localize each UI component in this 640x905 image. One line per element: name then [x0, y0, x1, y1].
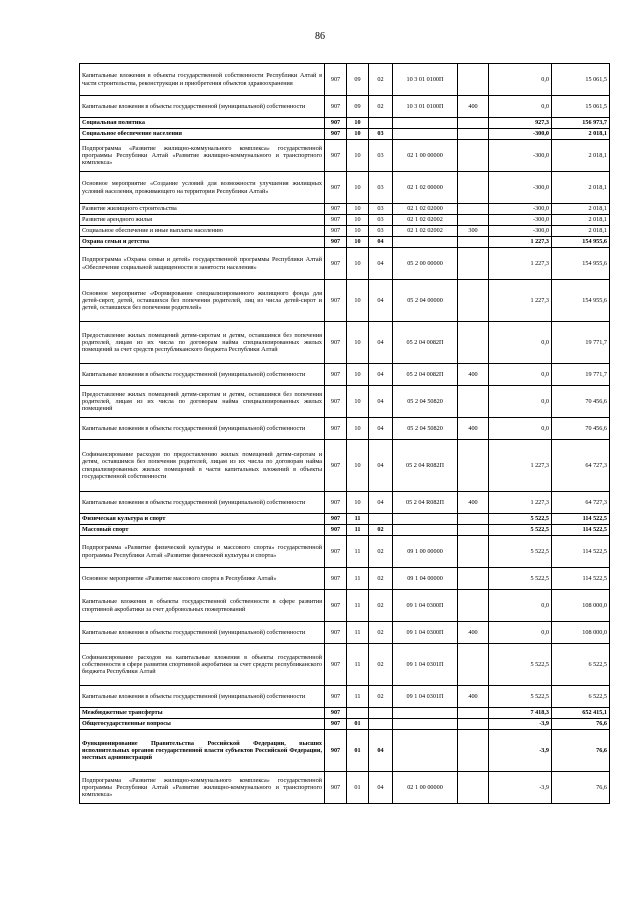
section-code: 10 [347, 386, 369, 418]
admin-code: 907 [325, 215, 347, 226]
admin-code: 907 [325, 514, 347, 525]
expense-type-code [458, 322, 489, 364]
total-amount: 114 522,5 [552, 514, 610, 525]
change-amount: 0,0 [489, 96, 552, 118]
total-amount: 76,6 [552, 730, 610, 772]
item-name: Капитальные вложения в объекты государственной собственности Республики Алтай в части строительства, реконструкции и приобретения объектов здравоохранения [80, 64, 325, 96]
table-row [80, 644, 610, 686]
change-amount: -3,9 [489, 772, 552, 804]
total-amount: 108 000,0 [552, 590, 610, 622]
admin-code: 907 [325, 525, 347, 536]
admin-code: 907 [325, 730, 347, 772]
subsection-code: 04 [369, 322, 393, 364]
expense-type-code [458, 440, 489, 492]
admin-code: 907 [325, 140, 347, 172]
section-code: 11 [347, 622, 369, 644]
change-amount: 1 227,3 [489, 440, 552, 492]
section-code: 10 [347, 172, 369, 204]
item-name: Основное мероприятие «Формирование специализированного жилищного фонда для детей-сирот, детей, оставшихся без попечения родителей, лиц из числа детей-сирот и детей, оставшихся без попечения родителей» [80, 280, 325, 322]
total-amount: 2 018,1 [552, 226, 610, 237]
total-amount: 76,6 [552, 719, 610, 730]
expense-type-code: 400 [458, 418, 489, 440]
total-amount: 6 522,5 [552, 686, 610, 708]
change-amount: -300,0 [489, 204, 552, 215]
change-amount: 0,0 [489, 386, 552, 418]
section-code: 01 [347, 730, 369, 772]
total-amount: 15 061,5 [552, 64, 610, 96]
admin-code: 907 [325, 237, 347, 248]
subsection-code [369, 118, 393, 129]
expense-type-code [458, 514, 489, 525]
subsection-code: 04 [369, 280, 393, 322]
expense-type-code: 400 [458, 96, 489, 118]
expense-type-code [458, 386, 489, 418]
target-article-code: 09 1 04 0301П [393, 644, 458, 686]
admin-code: 907 [325, 322, 347, 364]
table-row [80, 172, 610, 204]
target-article-code: 09 1 00 00000 [393, 536, 458, 568]
target-article-code: 10 3 01 0100П [393, 64, 458, 96]
total-amount: 76,6 [552, 772, 610, 804]
change-amount: 5 522,5 [489, 644, 552, 686]
admin-code: 907 [325, 129, 347, 140]
expense-type-code [458, 525, 489, 536]
subsection-code: 02 [369, 686, 393, 708]
change-amount: 927,3 [489, 118, 552, 129]
section-code: 01 [347, 719, 369, 730]
table-row [80, 280, 610, 322]
target-article-code: 09 1 04 00000 [393, 568, 458, 590]
admin-code: 907 [325, 418, 347, 440]
subsection-code: 02 [369, 96, 393, 118]
subsection-code: 04 [369, 440, 393, 492]
subsection-code: 02 [369, 525, 393, 536]
item-name: Охрана семьи и детства [80, 237, 325, 248]
item-name: Предоставление жилых помещений детям-сиротам и детям, оставшимся без попечения родителей, лицам из их числа по договорам найма специализированных жилых помещений за счет средств республиканского бюджета Республики Алтай [80, 322, 325, 364]
section-code [347, 708, 369, 719]
subsection-code: 04 [369, 492, 393, 514]
target-article-code: 05 2 04 50820 [393, 386, 458, 418]
total-amount: 64 727,3 [552, 440, 610, 492]
table-row [80, 64, 610, 96]
table-row [80, 772, 610, 804]
section-code: 10 [347, 118, 369, 129]
item-name: Социальное обеспечение и иные выплаты населению [80, 226, 325, 237]
subsection-code: 04 [369, 248, 393, 280]
target-article-code [393, 708, 458, 719]
expense-type-code [458, 719, 489, 730]
table-row [80, 492, 610, 514]
section-code: 10 [347, 322, 369, 364]
section-code: 11 [347, 590, 369, 622]
target-article-code: 02 1 00 00000 [393, 140, 458, 172]
change-amount: 7 418,3 [489, 708, 552, 719]
target-article-code [393, 118, 458, 129]
admin-code: 907 [325, 386, 347, 418]
target-article-code: 10 3 01 0100П [393, 96, 458, 118]
target-article-code: 09 1 04 0300П [393, 590, 458, 622]
target-article-code: 09 1 04 0300П [393, 622, 458, 644]
section-code: 10 [347, 364, 369, 386]
table-row [80, 418, 610, 440]
table-row [80, 118, 610, 129]
change-amount: 5 522,5 [489, 568, 552, 590]
admin-code: 907 [325, 364, 347, 386]
table-row [80, 622, 610, 644]
change-amount: 1 227,3 [489, 237, 552, 248]
page-number: 86 [315, 31, 325, 42]
admin-code: 907 [325, 96, 347, 118]
expense-type-code [458, 280, 489, 322]
section-code: 11 [347, 536, 369, 568]
subsection-code: 02 [369, 568, 393, 590]
change-amount: 5 522,5 [489, 536, 552, 568]
target-article-code [393, 525, 458, 536]
expense-type-code: 400 [458, 492, 489, 514]
total-amount: 70 456,6 [552, 386, 610, 418]
expense-type-code [458, 118, 489, 129]
section-code: 10 [347, 140, 369, 172]
target-article-code: 05 2 04 R082П [393, 492, 458, 514]
expense-type-code [458, 730, 489, 772]
item-name: Подпрограмма «Развитие жилищно-коммунального комплекса» государственной программы Республики Алтай «Развитие жилищно-коммунального и транспортного комплекса» [80, 772, 325, 804]
change-amount: 0,0 [489, 418, 552, 440]
table-row [80, 215, 610, 226]
section-code: 10 [347, 492, 369, 514]
change-amount: -3,9 [489, 719, 552, 730]
expense-type-code [458, 204, 489, 215]
section-code: 10 [347, 129, 369, 140]
admin-code: 907 [325, 590, 347, 622]
target-article-code: 05 2 04 0082П [393, 364, 458, 386]
total-amount: 2 018,1 [552, 129, 610, 140]
table-row [80, 686, 610, 708]
item-name: Функционирование Правительства Российской Федерации, высших исполнительных органов государственной власти субъектов Российской Федерации, местных администраций [80, 730, 325, 772]
target-article-code: 02 1 02 02000 [393, 204, 458, 215]
item-name: Капитальные вложения в объекты государственной (муниципальной) собственности [80, 622, 325, 644]
table-row [80, 204, 610, 215]
expense-type-code: 300 [458, 226, 489, 237]
item-name: Основное мероприятие «Создание условий для возможности улучшения жилищных условий населения, проживающего на территории Республики Алтай» [80, 172, 325, 204]
total-amount: 19 771,7 [552, 364, 610, 386]
total-amount: 114 522,5 [552, 536, 610, 568]
subsection-code: 04 [369, 364, 393, 386]
table-row [80, 226, 610, 237]
target-article-code: 05 2 04 R082П [393, 440, 458, 492]
item-name: Софинансирование расходов на капитальные вложения в объекты государственной собственности в сфере развития спортивной акробатики за счет средств республиканского бюджета Республики Алтай [80, 644, 325, 686]
admin-code: 907 [325, 204, 347, 215]
expense-type-code [458, 590, 489, 622]
change-amount: 5 522,5 [489, 525, 552, 536]
item-name: Массовый спорт [80, 525, 325, 536]
change-amount: 0,0 [489, 64, 552, 96]
target-article-code [393, 514, 458, 525]
admin-code: 907 [325, 64, 347, 96]
item-name: Социальное обеспечение населения [80, 129, 325, 140]
change-amount: 5 522,5 [489, 686, 552, 708]
target-article-code: 05 2 04 50820 [393, 418, 458, 440]
subsection-code: 03 [369, 204, 393, 215]
section-code: 10 [347, 215, 369, 226]
expense-type-code: 400 [458, 622, 489, 644]
section-code: 11 [347, 568, 369, 590]
change-amount: 1 227,3 [489, 248, 552, 280]
table-row [80, 129, 610, 140]
item-name: Капитальные вложения в объекты государственной (муниципальной) собственности [80, 492, 325, 514]
subsection-code [369, 719, 393, 730]
target-article-code: 05 2 04 00000 [393, 280, 458, 322]
item-name: Межбюджетные трансферты [80, 708, 325, 719]
expense-type-code [458, 140, 489, 172]
expense-type-code [458, 248, 489, 280]
change-amount: 0,0 [489, 322, 552, 364]
admin-code: 907 [325, 772, 347, 804]
subsection-code: 04 [369, 730, 393, 772]
subsection-code: 04 [369, 772, 393, 804]
table-row [80, 440, 610, 492]
target-article-code [393, 129, 458, 140]
change-amount: 1 227,3 [489, 280, 552, 322]
admin-code: 907 [325, 118, 347, 129]
section-code: 11 [347, 644, 369, 686]
table-row [80, 590, 610, 622]
expense-type-code [458, 536, 489, 568]
change-amount: 0,0 [489, 590, 552, 622]
table-row [80, 708, 610, 719]
total-amount: 154 955,6 [552, 237, 610, 248]
subsection-code: 03 [369, 215, 393, 226]
expense-type-code [458, 568, 489, 590]
target-article-code: 02 1 00 00000 [393, 772, 458, 804]
total-amount: 2 018,1 [552, 215, 610, 226]
target-article-code [393, 730, 458, 772]
section-code: 10 [347, 418, 369, 440]
subsection-code: 03 [369, 172, 393, 204]
section-code: 01 [347, 772, 369, 804]
target-article-code: 02 1 02 00000 [393, 172, 458, 204]
subsection-code [369, 708, 393, 719]
section-code: 11 [347, 525, 369, 536]
target-article-code: 05 2 00 00000 [393, 248, 458, 280]
table-row [80, 364, 610, 386]
change-amount: 0,0 [489, 364, 552, 386]
expense-type-code [458, 644, 489, 686]
total-amount: 652 415,1 [552, 708, 610, 719]
item-name: Общегосударственные вопросы [80, 719, 325, 730]
table-row [80, 237, 610, 248]
total-amount: 114 522,5 [552, 525, 610, 536]
change-amount: 1 227,3 [489, 492, 552, 514]
table-row [80, 525, 610, 536]
subsection-code: 02 [369, 590, 393, 622]
item-name: Развитие жилищного строительства [80, 204, 325, 215]
expense-type-code: 400 [458, 686, 489, 708]
table-row [80, 730, 610, 772]
budget-table [79, 63, 610, 804]
target-article-code [393, 719, 458, 730]
target-article-code: 09 1 04 0301П [393, 686, 458, 708]
total-amount: 6 522,5 [552, 644, 610, 686]
admin-code: 907 [325, 226, 347, 237]
item-name: Капитальные вложения в объекты государственной (муниципальной) собственности [80, 418, 325, 440]
total-amount: 64 727,3 [552, 492, 610, 514]
section-code: 10 [347, 226, 369, 237]
admin-code: 907 [325, 686, 347, 708]
admin-code: 907 [325, 492, 347, 514]
expense-type-code [458, 172, 489, 204]
item-name: Капитальные вложения в объекты государственной (муниципальной) собственности [80, 686, 325, 708]
table-row [80, 322, 610, 364]
item-name: Софинансирование расходов по предоставлению жилых помещений детям-сиротам и детям, оставшимся без попечения родителей, лицам из их числа по договорам найма специализированных жилых помещений в части капитальных вложений в объекты государственной собственности [80, 440, 325, 492]
total-amount: 2 018,1 [552, 140, 610, 172]
subsection-code: 04 [369, 386, 393, 418]
expense-type-code [458, 708, 489, 719]
admin-code: 907 [325, 280, 347, 322]
total-amount: 114 522,5 [552, 568, 610, 590]
target-article-code [393, 237, 458, 248]
admin-code: 907 [325, 644, 347, 686]
table-row [80, 719, 610, 730]
section-code: 10 [347, 280, 369, 322]
change-amount: -3,9 [489, 730, 552, 772]
change-amount: -300,0 [489, 226, 552, 237]
section-code: 09 [347, 96, 369, 118]
subsection-code [369, 514, 393, 525]
change-amount: -300,0 [489, 140, 552, 172]
expense-type-code [458, 215, 489, 226]
expense-type-code: 400 [458, 364, 489, 386]
total-amount: 154 955,6 [552, 280, 610, 322]
target-article-code: 05 2 04 0082П [393, 322, 458, 364]
subsection-code: 04 [369, 418, 393, 440]
subsection-code: 02 [369, 536, 393, 568]
item-name: Капитальные вложения в объекты государственной собственности в сфере развития спортивной акробатики за счет добровольных пожертвований [80, 590, 325, 622]
total-amount: 70 456,6 [552, 418, 610, 440]
admin-code: 907 [325, 622, 347, 644]
item-name: Социальная политика [80, 118, 325, 129]
item-name: Развитие арендного жилья [80, 215, 325, 226]
expense-type-code [458, 64, 489, 96]
item-name: Подпрограмма «Развитие жилищно-коммунального комплекса» государственной программы Республики Алтай «Развитие жилищно-коммунального и транспортного комплекса» [80, 140, 325, 172]
subsection-code: 02 [369, 622, 393, 644]
subsection-code: 02 [369, 644, 393, 686]
change-amount: -300,0 [489, 172, 552, 204]
item-name: Подпрограмма «Охрана семьи и детей» государственной программы Республики Алтай «Обеспечение социальной защищенности и занятости населения» [80, 248, 325, 280]
admin-code: 907 [325, 440, 347, 492]
target-article-code: 02 1 02 02002 [393, 215, 458, 226]
section-code: 10 [347, 237, 369, 248]
total-amount: 19 771,7 [552, 322, 610, 364]
section-code: 11 [347, 686, 369, 708]
table-row [80, 386, 610, 418]
item-name: Предоставление жилых помещений детям-сиротам и детям, оставшимся без попечения родителей, лицам из их числа по договорам найма специализированных жилых помещений [80, 386, 325, 418]
table-row [80, 140, 610, 172]
admin-code: 907 [325, 568, 347, 590]
subsection-code: 02 [369, 64, 393, 96]
item-name: Капитальные вложения в объекты государственной (муниципальной) собственности [80, 96, 325, 118]
target-article-code: 02 1 02 02002 [393, 226, 458, 237]
change-amount: -300,0 [489, 215, 552, 226]
expense-type-code [458, 129, 489, 140]
table-row [80, 536, 610, 568]
total-amount: 15 061,5 [552, 96, 610, 118]
admin-code: 907 [325, 708, 347, 719]
item-name: Основное мероприятие «Развитие массового спорта в Республике Алтай» [80, 568, 325, 590]
subsection-code: 04 [369, 237, 393, 248]
total-amount: 2 018,1 [552, 172, 610, 204]
section-code: 10 [347, 440, 369, 492]
change-amount: -300,0 [489, 129, 552, 140]
change-amount: 0,0 [489, 622, 552, 644]
subsection-code: 03 [369, 129, 393, 140]
item-name: Подпрограмма «Развитие физической культуры и массового спорта» государственной программы Республики Алтай «Развитие физической культуры и спорта» [80, 536, 325, 568]
table-body [80, 64, 610, 804]
change-amount: 5 522,5 [489, 514, 552, 525]
expense-type-code [458, 772, 489, 804]
total-amount: 156 973,7 [552, 118, 610, 129]
table-row [80, 96, 610, 118]
expense-type-code [458, 237, 489, 248]
section-code: 11 [347, 514, 369, 525]
admin-code: 907 [325, 248, 347, 280]
item-name: Капитальные вложения в объекты государственной (муниципальной) собственности [80, 364, 325, 386]
section-code: 10 [347, 204, 369, 215]
section-code: 10 [347, 248, 369, 280]
item-name: Физическая культура и спорт [80, 514, 325, 525]
admin-code: 907 [325, 172, 347, 204]
subsection-code: 03 [369, 140, 393, 172]
total-amount: 154 955,6 [552, 248, 610, 280]
table-row [80, 568, 610, 590]
section-code: 09 [347, 64, 369, 96]
total-amount: 108 000,0 [552, 622, 610, 644]
total-amount: 2 018,1 [552, 204, 610, 215]
table-row [80, 514, 610, 525]
admin-code: 907 [325, 536, 347, 568]
table-row [80, 248, 610, 280]
subsection-code: 03 [369, 226, 393, 237]
admin-code: 907 [325, 719, 347, 730]
